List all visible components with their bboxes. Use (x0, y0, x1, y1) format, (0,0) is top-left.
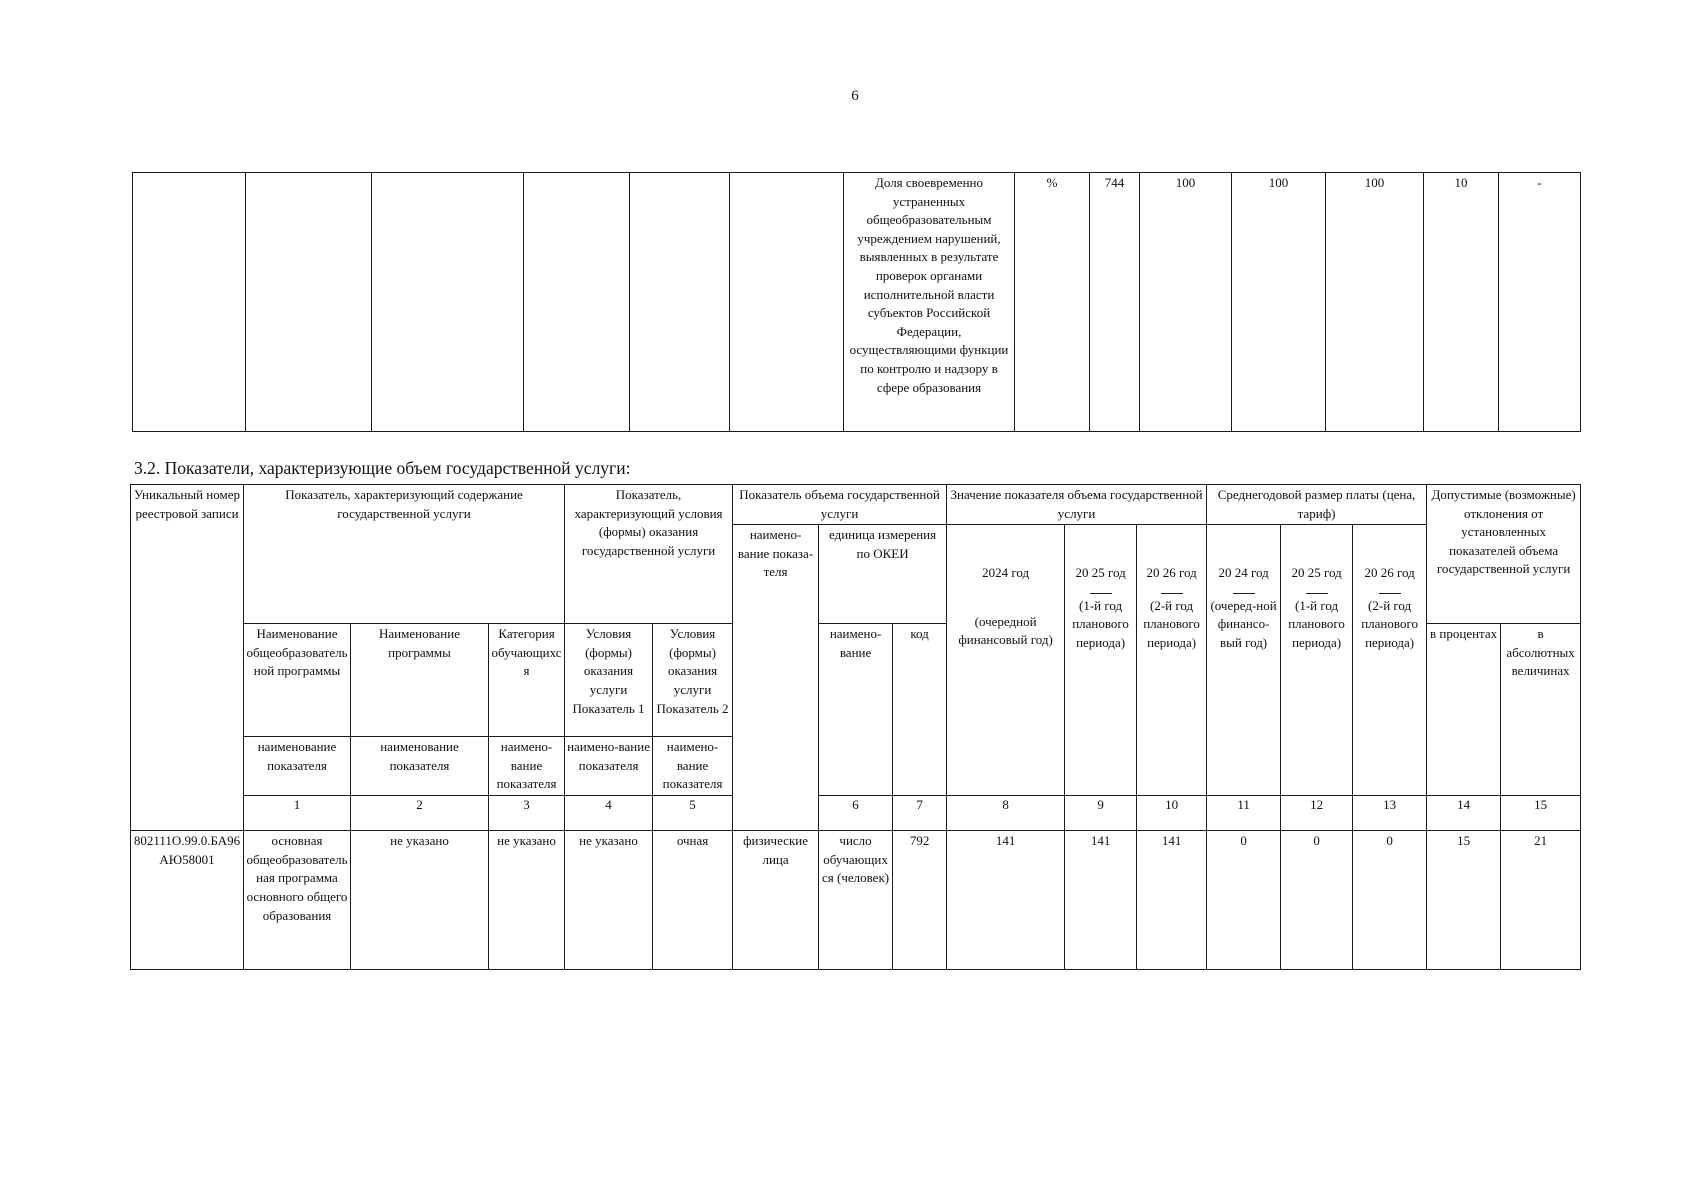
column-number: 4 (565, 796, 653, 831)
fee-2025-cell: 0 (1281, 831, 1353, 970)
okei-name-header: наимено-вание (819, 624, 893, 796)
deviation-abs-cell: - (1499, 173, 1581, 432)
volume-indicator-header: Показатель объема государственной услуги (733, 485, 947, 525)
column-number: 11 (1207, 796, 1281, 831)
category-cell: не указано (489, 831, 565, 970)
category-header: Категория обучающихся (489, 624, 565, 737)
indicator-name-subheader: наимено-вание показателя (653, 737, 733, 796)
indicator-name-cell: Доля своевременно устраненных общеобразовательным учреждением нарушений, выявленных в результате проверок органами исполнительной власти субъектов Российской Федерации, осуществляющими функции по контролю и надзору в сфере образования (844, 173, 1015, 432)
column-number: 1 (244, 796, 351, 831)
conditions-indicator-header: Показатель, характеризующий условия (формы) оказания государственной услуги (565, 485, 733, 624)
okei-unit-header: единица измерения по ОКЕИ (819, 525, 947, 624)
value-2024-cell: 141 (947, 831, 1065, 970)
volume-name-cell: физические лица (733, 831, 819, 970)
fee-2025-header: 20 25 год (1-й год планового периода) (1281, 525, 1353, 796)
indicator-name-subheader: наимено-вание показателя (565, 737, 653, 796)
allowed-deviation-header: Допустимые (возможные) отклонения от установленных показателей объема государственной услуги (1427, 485, 1581, 624)
empty-cell (133, 173, 246, 432)
column-number: 13 (1353, 796, 1427, 831)
average-fee-header: Среднегодовой размер платы (цена, тариф) (1207, 485, 1427, 525)
value-2026-header: 20 26 год (2-й год планового периода) (1137, 525, 1207, 796)
indicator-name-subheader: наименование показателя (351, 737, 489, 796)
program-header: Наименование программы (351, 624, 489, 737)
program-cell: не указано (351, 831, 489, 970)
volume-indicators-table (130, 484, 1581, 970)
program-name-cell: основная общеобразовательная программа основного общего образования (244, 831, 351, 970)
registry-number-header: Уникальный номер реестровой записи (131, 485, 244, 831)
empty-cell (730, 173, 844, 432)
table-row (131, 831, 1581, 970)
okei-name-cell: число обучающихся (человек) (819, 831, 893, 970)
empty-cell (246, 173, 372, 432)
value-2025-cell: 141 (1065, 831, 1137, 970)
fee-2026-header: 20 26 год (2-й год планового периода) (1353, 525, 1427, 796)
empty-cell (372, 173, 524, 432)
empty-cell (524, 173, 630, 432)
column-number: 3 (489, 796, 565, 831)
column-number: 10 (1137, 796, 1207, 831)
column-number: 6 (819, 796, 893, 831)
fee-2026-cell: 0 (1353, 831, 1427, 970)
unit-cell: % (1015, 173, 1090, 432)
deviation-percent-header: в процентах (1427, 624, 1501, 796)
column-number: 12 (1281, 796, 1353, 831)
fee-2024-cell: 0 (1207, 831, 1281, 970)
program-name-header: Наименование общеобразовательной программы (244, 624, 351, 737)
column-number: 5 (653, 796, 733, 831)
condition-1-header: Условия (формы) оказания услуги Показатель 1 (565, 624, 653, 737)
code-cell: 744 (1090, 173, 1140, 432)
volume-value-header: Значение показателя объема государственной услуги (947, 485, 1207, 525)
indicator-name-subheader: наименование показателя (244, 737, 351, 796)
column-number: 7 (893, 796, 947, 831)
column-number: 9 (1065, 796, 1137, 831)
column-numbers-row (131, 796, 1581, 831)
okei-code-cell: 792 (893, 831, 947, 970)
content-indicator-header: Показатель, характеризующий содержание государственной услуги (244, 485, 565, 624)
condition-1-cell: не указано (565, 831, 653, 970)
column-number: 15 (1501, 796, 1581, 831)
section-heading: 3.2. Показатели, характеризующие объем государственной услуги: (134, 458, 631, 478)
value-2024-header: 2024 год (очередной финансовый год) (947, 525, 1065, 796)
okei-code-header: код (893, 624, 947, 796)
value-2025-header: 20 25 год (1-й год планового периода) (1065, 525, 1137, 796)
deviation-abs-cell: 21 (1501, 831, 1581, 970)
value-2026-cell: 100 (1326, 173, 1424, 432)
value-2026-cell: 141 (1137, 831, 1207, 970)
deviation-abs-header: в абсолютных величинах (1501, 624, 1581, 796)
deviation-percent-cell: 15 (1427, 831, 1501, 970)
column-number: 2 (351, 796, 489, 831)
column-number: 14 (1427, 796, 1501, 831)
empty-cell (630, 173, 730, 432)
page-number: 6 (851, 88, 859, 104)
value-2024-cell: 100 (1140, 173, 1232, 432)
table-row (133, 173, 1581, 432)
deviation-percent-cell: 10 (1424, 173, 1499, 432)
quality-indicators-continuation-table (132, 172, 1581, 432)
condition-2-cell: очная (653, 831, 733, 970)
condition-2-header: Условия (формы) оказания услуги Показатель 2 (653, 624, 733, 737)
value-2025-cell: 100 (1232, 173, 1326, 432)
fee-2024-header: 20 24 год (очеред-ной финансо-вый год) (1207, 525, 1281, 796)
registry-number-cell: 802111О.99.0.БА96АЮ58001 (131, 831, 244, 970)
volume-name-header: наимено-вание показа-теля (733, 525, 819, 831)
header-row (131, 485, 1581, 525)
indicator-name-subheader: наимено-вание показателя (489, 737, 565, 796)
column-number: 8 (947, 796, 1065, 831)
